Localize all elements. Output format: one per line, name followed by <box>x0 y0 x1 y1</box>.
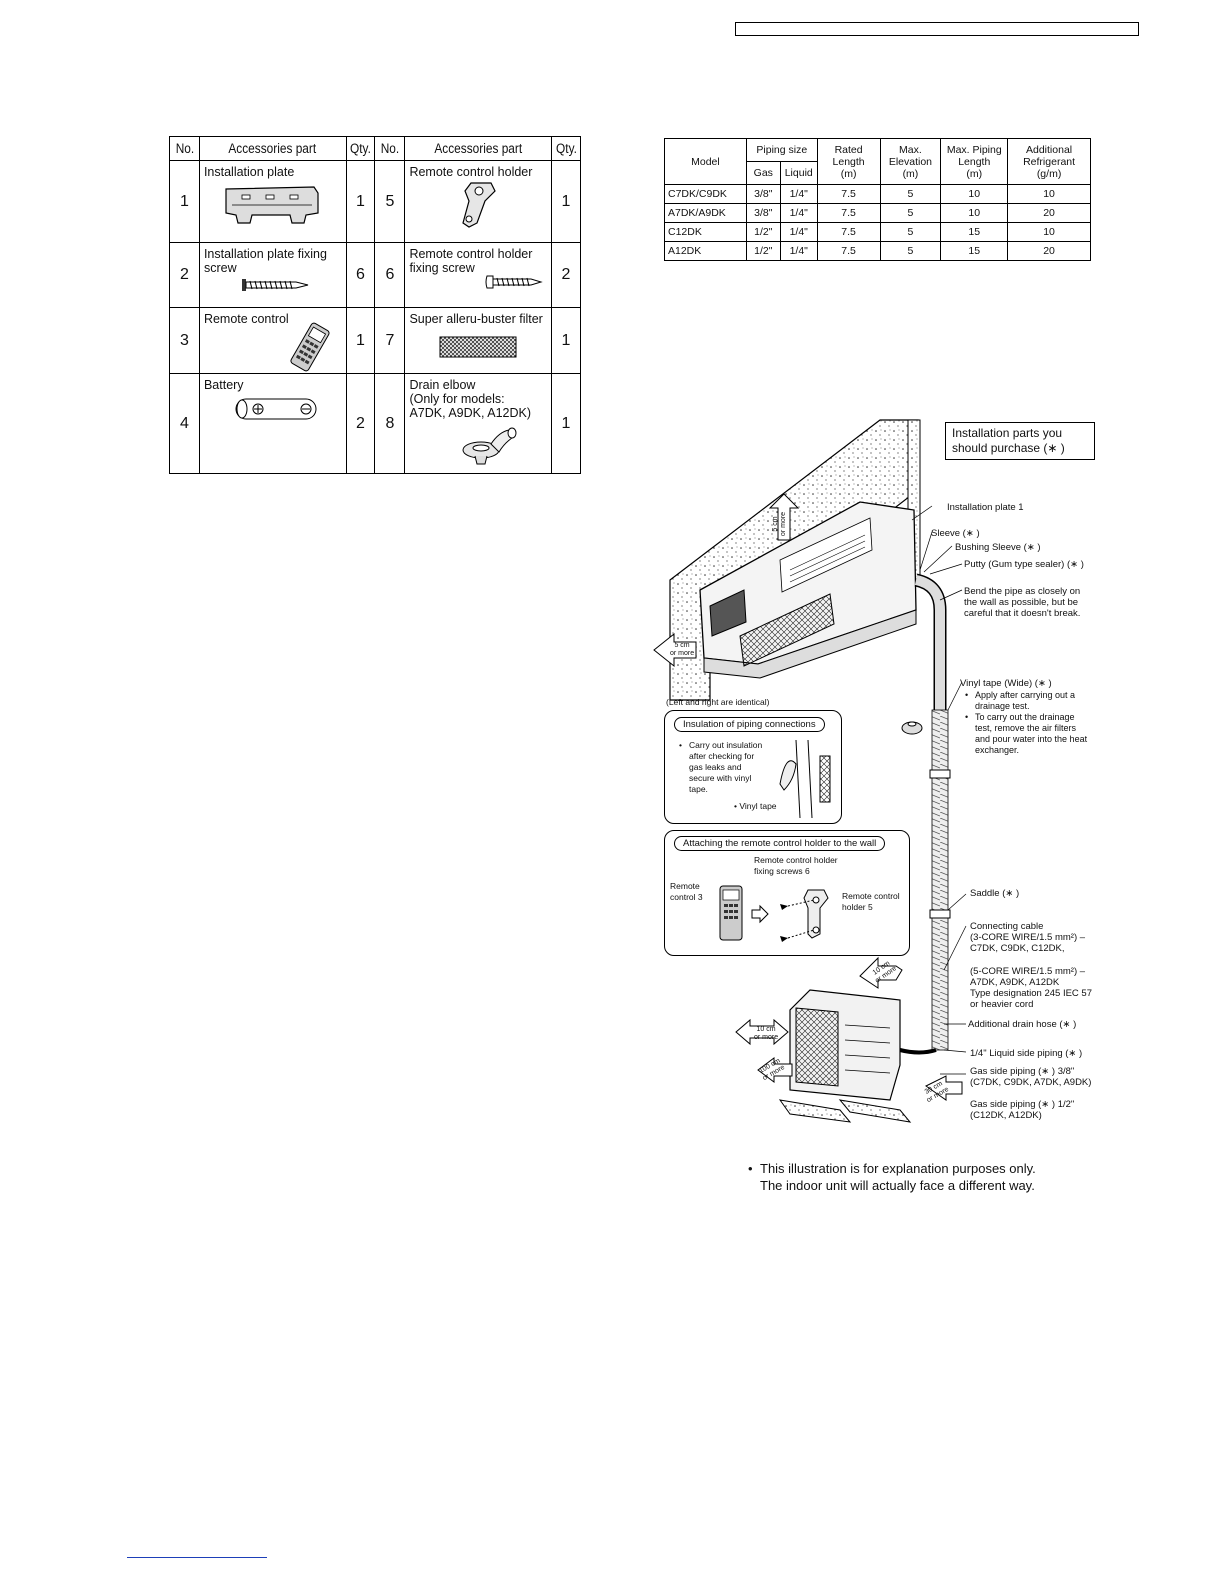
header-no: No. <box>171 137 197 161</box>
bend-pipe-callout: Bend the pipe as closely on the wall as possible, but be careful that it doesn't break. <box>964 586 1081 619</box>
clearance-top-label: 5 cm or more <box>772 511 788 537</box>
max-length-cell: 10 <box>941 185 1008 204</box>
part-cell <box>405 374 552 474</box>
header-qty-2: Qty. <box>553 137 579 161</box>
vinyl-tape-wide-callout: Vinyl tape (Wide) (∗ ) <box>960 678 1052 689</box>
insulation-bullet: • Carry out insulation after checking for gas leaks and secure with vinyl tape. <box>677 740 777 795</box>
max-length-cell: 15 <box>941 223 1008 242</box>
gas-cell: 1/2" <box>746 242 780 261</box>
item-number: 6 <box>375 243 405 308</box>
piping-table <box>664 138 1091 261</box>
battery-icon <box>232 396 322 422</box>
insulation-bullets <box>677 740 777 795</box>
refrigerant-cell: 20 <box>1008 242 1091 261</box>
header-piping-size: Piping size <box>746 139 817 162</box>
bushing-sleeve-callout: Bushing Sleeve (∗ ) <box>955 542 1041 553</box>
part-cell <box>405 243 552 308</box>
drain-hose-callout: Additional drain hose (∗ ) <box>968 1019 1077 1030</box>
qty-cell: 1 <box>552 374 581 474</box>
header-part-2: Accessories part <box>414 137 543 161</box>
part-label: Installation plate fixing screw <box>203 247 327 275</box>
item-number: 3 <box>170 308 200 374</box>
part-cell <box>199 374 346 474</box>
header-max-piping-length: Max. Piping Length (m) <box>941 139 1008 185</box>
item-number: 7 <box>375 308 405 374</box>
header-max-elevation: Max. Elevation (m) <box>880 139 941 185</box>
remote-holder-panel-title: Attaching the remote control holder to the wall <box>674 836 885 851</box>
putty-callout: Putty (Gum type sealer) (∗ ) <box>964 559 1084 570</box>
drain-elbow-icon <box>459 426 521 468</box>
gas-cell: 3/8" <box>746 185 780 204</box>
model-cell: A7DK/A9DK <box>665 204 747 223</box>
qty-cell: 2 <box>346 374 375 474</box>
holder-screw-icon <box>485 273 545 291</box>
part-label: Battery <box>203 378 244 392</box>
table-row <box>170 243 581 308</box>
clearance-30-label: 30 cm or more <box>923 1080 951 1105</box>
fixing-screws-label: Remote control holder fixing screws 6 <box>754 855 838 876</box>
screw-icon <box>240 277 310 293</box>
part-cell <box>199 161 346 243</box>
table-row <box>665 223 1091 242</box>
qty-cell: 2 <box>552 243 581 308</box>
header-qty: Qty. <box>348 137 373 161</box>
table-row <box>170 308 581 374</box>
header-model: Model <box>665 139 747 185</box>
remote-holder-icon <box>455 179 505 235</box>
vinyl-tape-bullets <box>963 690 1098 756</box>
part-label: Drain elbow (Only for models: A7DK, A9DK, A12DK) <box>409 378 532 420</box>
remote-control-label: Remote control 3 <box>670 881 703 902</box>
saddle-callout: Saddle (∗ ) <box>970 888 1020 899</box>
purchase-box: Installation parts you should purchase (∗ ) <box>945 422 1095 460</box>
rated-cell: 7.5 <box>817 204 880 223</box>
table-row <box>665 242 1091 261</box>
qty-cell: 1 <box>346 308 375 374</box>
qty-cell: 1 <box>552 161 581 243</box>
table-row <box>170 374 581 474</box>
elevation-cell: 5 <box>880 223 941 242</box>
left-right-note: (Left and right are identical) <box>666 697 770 707</box>
header-box <box>735 22 1139 36</box>
part-cell <box>199 243 346 308</box>
table-row <box>665 204 1091 223</box>
header-no-2: No. <box>377 137 403 161</box>
clearance-100-label: 100 cm or more <box>758 1057 787 1083</box>
rated-cell: 7.5 <box>817 242 880 261</box>
sleeve-callout: Sleeve (∗ ) <box>931 528 980 539</box>
refrigerant-cell: 20 <box>1008 204 1091 223</box>
header-part: Accessories part <box>208 137 337 161</box>
item-number: 4 <box>170 374 200 474</box>
max-length-cell: 15 <box>941 242 1008 261</box>
insulation-panel-title: Insulation of piping connections <box>674 717 825 732</box>
header-rated-length: Rated Length (m) <box>817 139 880 185</box>
part-label: Super alleru-buster filter <box>409 312 543 326</box>
gas-piping-12-callout: Gas side piping (∗ ) 1/2" (C12DK, A12DK) <box>970 1099 1075 1121</box>
elevation-cell: 5 <box>880 204 941 223</box>
vinyl-bullet: • Apply after carrying out a drainage test. <box>963 690 1098 712</box>
elevation-cell: 5 <box>880 242 941 261</box>
liquid-cell: 1/4" <box>780 242 817 261</box>
liquid-piping-callout: 1/4" Liquid side piping (∗ ) <box>970 1048 1083 1059</box>
part-label: Remote control holder fixing screw <box>409 247 533 275</box>
header-liquid: Liquid <box>780 162 817 185</box>
refrigerant-cell: 10 <box>1008 223 1091 242</box>
connecting-cable-2-callout: (5-CORE WIRE/1.5 mm²) – A7DK, A9DK, A12DK Type designation 245 IEC 57 or heavier cord <box>970 966 1093 1010</box>
liquid-cell: 1/4" <box>780 185 817 204</box>
pipe-insulation-icon <box>776 740 836 818</box>
accessories-table <box>169 136 581 474</box>
model-cell: C7DK/C9DK <box>665 185 747 204</box>
model-cell: A12DK <box>665 242 747 261</box>
table-row <box>170 161 581 243</box>
liquid-cell: 1/4" <box>780 204 817 223</box>
connecting-cable-callout: Connecting cable (3-CORE WIRE/1.5 mm²) – C7DK, C9DK, C12DK, <box>970 921 1086 954</box>
remote-control-icon <box>284 322 336 372</box>
clearance-left-label: 5 cm or more <box>670 642 695 657</box>
rated-cell: 7.5 <box>817 223 880 242</box>
liquid-cell: 1/4" <box>780 223 817 242</box>
item-number: 2 <box>170 243 200 308</box>
remote-holder-label: Remote control holder 5 <box>842 891 900 912</box>
vinyl-bullet: • To carry out the drainage test, remove the air filters and pour water into the heat exchanger. <box>963 712 1098 756</box>
part-cell <box>199 308 346 374</box>
vinyl-tape-text: Vinyl tape <box>739 801 777 811</box>
filter-icon <box>439 336 517 358</box>
installation-plate-icon <box>222 183 322 227</box>
item-number: 1 <box>170 161 200 243</box>
item-number: 5 <box>375 161 405 243</box>
qty-cell: 1 <box>552 308 581 374</box>
model-cell: C12DK <box>665 223 747 242</box>
qty-cell: 6 <box>346 243 375 308</box>
clearance-10-top-label: 10 cm or more <box>871 959 898 985</box>
header-additional-refrigerant: Additional Refrigerant (g/m) <box>1008 139 1091 185</box>
gas-piping-38-callout: Gas side piping (∗ ) 3/8" (C7DK, C9DK, A7DK, A9DK) <box>970 1066 1092 1088</box>
part-label: Remote control <box>203 312 289 326</box>
part-cell <box>405 308 552 374</box>
item-number: 8 <box>375 374 405 474</box>
gas-cell: 3/8" <box>746 204 780 223</box>
gas-cell: 1/2" <box>746 223 780 242</box>
part-label: Installation plate <box>203 165 295 179</box>
part-label: Remote control holder <box>409 165 533 179</box>
table-row <box>665 185 1091 204</box>
header-gas: Gas <box>746 162 780 185</box>
elevation-cell: 5 <box>880 185 941 204</box>
rated-cell: 7.5 <box>817 185 880 204</box>
clearance-10-left-label: 10 cm or more <box>754 1026 779 1041</box>
remote-holder-wall-icon <box>716 880 846 950</box>
illustration-note: • This illustration is for explanation purposes only. The indoor unit will actually face a different way. <box>760 1160 1036 1194</box>
refrigerant-cell: 10 <box>1008 185 1091 204</box>
vinyl-tape-label: • Vinyl tape <box>734 801 777 811</box>
qty-cell: 1 <box>346 161 375 243</box>
installation-plate-callout: Installation plate 1 <box>947 502 1024 513</box>
part-cell <box>405 161 552 243</box>
footer-rule <box>127 1557 267 1558</box>
max-length-cell: 10 <box>941 204 1008 223</box>
